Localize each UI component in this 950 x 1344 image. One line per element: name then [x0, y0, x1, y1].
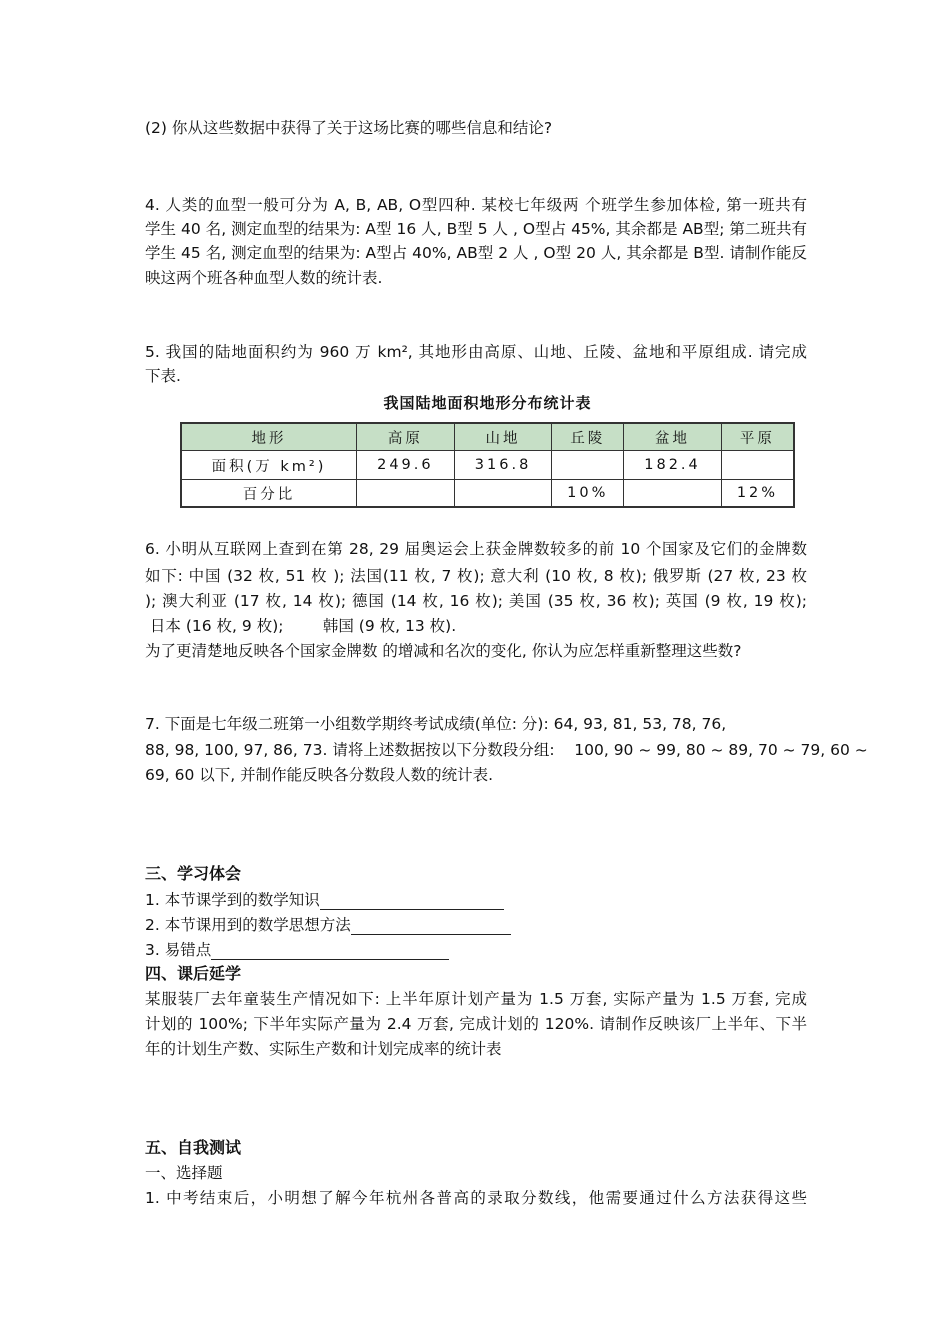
q4-line: 学生 40 名, 测定血型的结果为: A型 16 人, B型 5 人 , O型占 45%, 其余都是 AB型; 第二班共有 [145, 220, 807, 238]
header-cell: 山地 [454, 423, 552, 451]
section4-line: 计划的 100%; 下半年实际产量为 2.4 万套, 完成计划的 120%. 请制作反映该厂上半年、下半 [145, 1015, 807, 1033]
item-label: 3. 易错点 [145, 941, 212, 959]
q7-line: 69, 60 以下, 并制作能反映各分数段人数的统计表. [145, 766, 494, 784]
item-label: 1. 本节课学到的数学知识 [145, 891, 320, 909]
header-cell: 高原 [357, 423, 455, 451]
table-cell [552, 451, 624, 480]
table-cell [624, 480, 722, 508]
q3-part2: (2) 你从这些数据中获得了关于这场比赛的哪些信息和结论? [145, 119, 553, 137]
q7-line: 7. 下面是七年级二班第一小组数学期终考试成绩(单位: 分): 64, 93, 81, 53, 78, 76, [145, 715, 727, 733]
q4-line: 4. 人类的血型一般可分为 A, B, AB, O型四种. 某校七年级两 个班学生参加体检, 第一班共有 [145, 196, 807, 214]
table-row [181, 480, 794, 508]
q6-line: 为了更清楚地反映各个国家金牌数 的增减和名次的变化, 你认为应怎样重新整理这些数? [145, 642, 742, 660]
q6-line: ); 澳大利亚 (17 枚, 14 枚); 德国 (14 枚, 16 枚); 美国 (35 枚, 36 枚); 英国 (9 枚, 19 枚); [145, 592, 807, 610]
reflection-item [145, 890, 504, 910]
header-cell: 丘陵 [552, 423, 624, 451]
answer-blank[interactable] [320, 893, 504, 910]
item-label: 2. 本节课用到的数学思想方法 [145, 916, 351, 934]
header-cell: 盆地 [624, 423, 722, 451]
table-header-row [181, 423, 794, 451]
q5-line: 5. 我国的陆地面积约为 960 万 km², 其地形由高原、山地、丘陵、盆地和平原组成. 请完成 [145, 343, 807, 361]
table-title: 我国陆地面积地形分布统计表 [383, 394, 592, 412]
section3-heading: 三、学习体会 [145, 864, 242, 883]
table-cell: 百分比 [181, 480, 357, 508]
reflection-item [145, 940, 449, 960]
table-row [181, 451, 794, 480]
q6-line: 6. 小明从互联网上查到在第 28, 29 届奥运会上获金牌数较多的前 10 个国家及它们的金牌数 [145, 540, 807, 558]
table-cell: 12% [721, 480, 794, 508]
table-cell: 249.6 [357, 451, 455, 480]
terrain-table [180, 422, 795, 508]
answer-blank[interactable] [351, 918, 511, 935]
q6-line: 日本 (16 枚, 9 枚); 韩国 (9 枚, 13 枚). [145, 617, 457, 635]
q4-line: 映这两个班各种血型人数的统计表. [145, 269, 383, 287]
q5-line: 下表. [145, 367, 181, 385]
section5-q1: 1. 中考结束后，小明想了解今年杭州各普高的录取分数线，他需要通过什么方法获得这些 [145, 1189, 807, 1207]
section5-heading: 五、自我测试 [145, 1138, 242, 1157]
section5-subheading: 一、选择题 [145, 1164, 223, 1182]
table-cell: 面积(万 km²) [181, 451, 357, 480]
table-cell: 10% [552, 480, 624, 508]
header-cell: 地形 [181, 423, 357, 451]
section4-line: 年的计划生产数、实际生产数和计划完成率的统计表 [145, 1040, 502, 1058]
section4-line: 某服装厂去年童装生产情况如下: 上半年原计划产量为 1.5 万套, 实际产量为 1.5 万套, 完成 [145, 990, 807, 1008]
q7-line: 88, 98, 100, 97, 86, 73. 请将上述数据按以下分数段分组: 100, 90 ~ 99, 80 ~ 89, 70 ~ 79, 60 ~ [145, 741, 868, 759]
section4-heading: 四、课后延学 [145, 964, 242, 983]
table-cell [454, 480, 552, 508]
answer-blank[interactable] [211, 943, 449, 960]
table-cell: 316.8 [454, 451, 552, 480]
header-cell: 平原 [721, 423, 794, 451]
table-cell [357, 480, 455, 508]
q4-line: 学生 45 名, 测定血型的结果为: A型占 40%, AB型 2 人 , O型 20 人, 其余都是 B型. 请制作能反 [145, 244, 807, 262]
q6-line: 如下: 中国 (32 枚, 51 枚 ); 法国(11 枚, 7 枚); 意大利 (10 枚, 8 枚); 俄罗斯 (27 枚, 23 枚 [145, 567, 807, 585]
table-cell [721, 451, 794, 480]
table-cell: 182.4 [624, 451, 722, 480]
reflection-item [145, 915, 511, 935]
